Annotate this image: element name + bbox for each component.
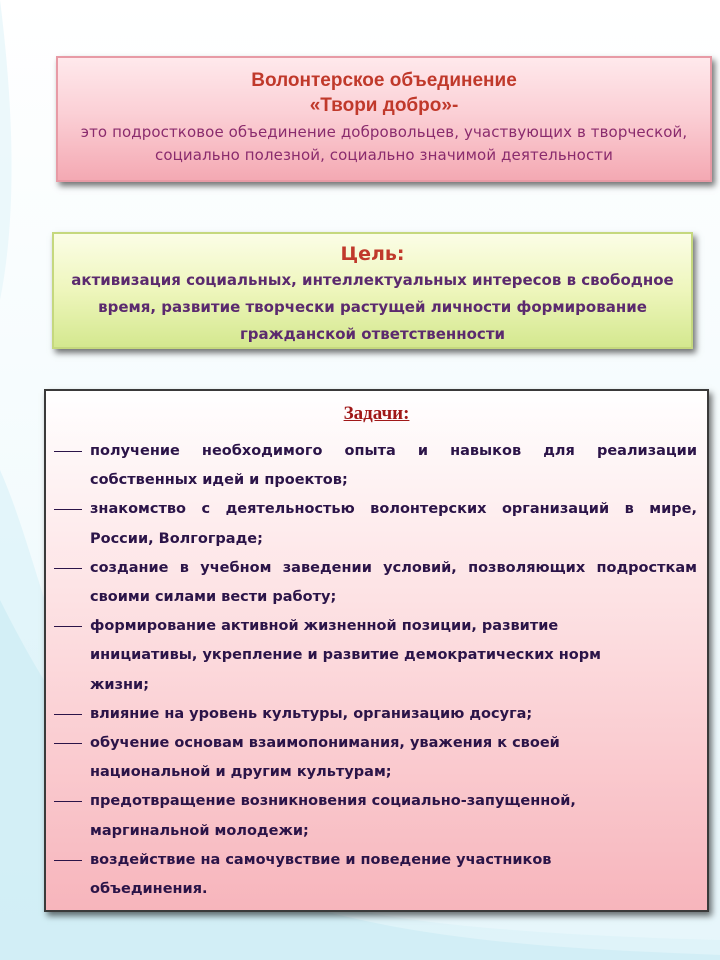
dash-bullet-icon bbox=[54, 451, 82, 452]
task-text: формирование активной жизненной позиции, развитие инициативы, укрепление и развитие демократических норм жизни; bbox=[90, 618, 601, 693]
task-item bbox=[46, 787, 707, 845]
dash-bullet-icon bbox=[54, 860, 82, 861]
goal-text: активизация социальных, интеллектуальных интересов в свободное время, развитие творчески растущей личности формирование гражданской ответственности bbox=[71, 271, 674, 343]
task-item bbox=[46, 700, 707, 729]
task-item bbox=[46, 437, 707, 495]
task-item bbox=[46, 495, 707, 553]
dash-bullet-icon bbox=[54, 743, 82, 744]
dash-bullet-icon bbox=[54, 626, 82, 627]
task-text: обучение основам взаимопонимания, уважения к своей национальной и другим культурам; bbox=[90, 735, 560, 781]
goal-box bbox=[52, 232, 693, 349]
task-text: предотвращение возникновения социально-запущенной, маргинальной молодежи; bbox=[90, 793, 576, 839]
task-text: получение необходимого опыта и навыков для реализации собственных идей и проектов; bbox=[90, 443, 697, 489]
task-text: создание в учебном заведении условий, позволяющих подросткам своими силами вести работу; bbox=[90, 559, 697, 606]
title-line-2: «Твори добро»- bbox=[309, 95, 459, 116]
goal-heading: Цель: bbox=[340, 243, 405, 265]
task-item bbox=[46, 554, 707, 612]
task-text: влияние на уровень культуры, организацию досуга; bbox=[90, 705, 533, 722]
title-line-1: Волонтерское объединение bbox=[251, 70, 517, 91]
dash-bullet-icon bbox=[54, 714, 82, 715]
task-item bbox=[46, 846, 707, 904]
task-text: знакомство с деятельностью волонтерских организаций в мире, России, Волгограде; bbox=[90, 501, 697, 547]
tasks-box bbox=[44, 389, 709, 912]
title-box bbox=[56, 56, 712, 182]
dash-bullet-icon bbox=[54, 801, 82, 802]
dash-bullet-icon bbox=[54, 509, 82, 510]
tasks-list bbox=[46, 437, 707, 904]
dash-bullet-icon bbox=[54, 568, 82, 569]
task-text: воздействие на самочувствие и поведение участников объединения. bbox=[90, 851, 552, 898]
task-item bbox=[46, 729, 707, 787]
title-description: это подростковое объединение добровольцев, участвующих в творческой, социально полезной, социально значимой деятельности bbox=[80, 123, 688, 164]
task-item bbox=[46, 612, 707, 700]
tasks-heading: Задачи: bbox=[343, 403, 410, 424]
